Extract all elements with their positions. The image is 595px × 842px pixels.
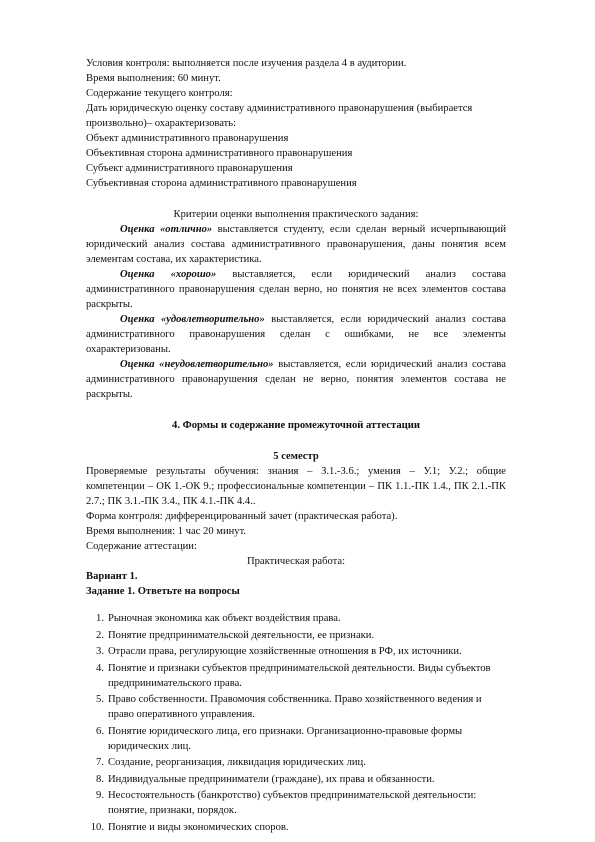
item-number: 4. [96, 662, 104, 674]
grade-text: выставляется, если юридический анализ состава административного правонарушения сделан верно, но понятия не всех элементов состава раскрыты. [86, 269, 506, 310]
item-text: Индивидуальные предприниматели (граждане), их права и обязанности. [108, 773, 435, 785]
list-item [86, 724, 506, 754]
control-form: Форма контроля: дифференцированный зачет (практическая работа). [86, 511, 398, 522]
criteria-satisfactory [86, 312, 506, 357]
execution-time: Время выполнения: 1 час 20 минут. [86, 526, 247, 537]
list-item [86, 628, 506, 643]
item-text: Понятие предпринимательской деятельности, ее признаки. [108, 629, 375, 641]
item-text: Несостоятельность (банкротство) субъектов предпринимательской деятельности: понятие, признаки, порядок. [108, 790, 477, 816]
grade-text: выставляется студенту, если сделан верный исчерпывающий юридический анализ состава административного правонарушения, даны понятия всем элементам состава, их характеристика. [86, 224, 507, 265]
execution-time: Время выполнения: 60 минут. [86, 73, 221, 84]
item-text: Рыночная экономика как объект воздействия права. [108, 613, 341, 624]
item-number: 3. [96, 646, 104, 657]
item-number: 1. [96, 613, 104, 624]
item-text: Понятие и признаки субъектов предпринимательской деятельности. Виды субъектов предпринимательского права. [108, 662, 491, 689]
questions-list [86, 611, 506, 835]
list-item [86, 772, 506, 787]
list-item: Объективная сторона административного правонарушения [86, 148, 353, 159]
criteria-heading: Критерии оценки выполнения практического задания: [173, 209, 419, 220]
content-heading: Содержание текущего контроля: [86, 88, 233, 99]
item-text: Понятие и виды экономических споров. [108, 821, 289, 833]
semester-heading: 5 семестр [273, 451, 319, 462]
list-item [86, 644, 506, 659]
grade-text: выставляется, если юридический анализ состава административного правонарушения сделан с ошибками, не все элементы охарактеризованы. [86, 314, 506, 355]
task-description: Дать юридическую оценку составу административного правонарушения (выбирается произвольно)– охарактеризовать: [86, 103, 473, 129]
grade-label: Оценка «неудовлетворительно» [120, 359, 274, 370]
item-number: 6. [96, 725, 104, 737]
item-number: 9. [96, 790, 104, 801]
item-number: 5. [96, 694, 104, 705]
criteria-excellent [86, 222, 506, 267]
page-content [86, 56, 506, 836]
item-number: 2. [96, 629, 104, 641]
item-text: Понятие юридического лица, его признаки. Организационно-правовые формы юридических лиц. [108, 725, 463, 752]
grade-text: выставляется, если юридический анализ состава административного правонарушения сделан не верно, понятия элементов состава не раскрыты. [86, 359, 506, 400]
task-heading: Задание 1. Ответьте на вопросы [86, 586, 240, 597]
list-item [86, 788, 506, 818]
item-text: Отрасли права, регулирующие хозяйственные отношения в РФ, их источники. [108, 646, 462, 657]
grade-label: Оценка «хорошо» [120, 269, 217, 280]
grade-label: Оценка «удовлетворительно» [120, 314, 265, 325]
attestation-content: Содержание аттестации: [86, 541, 197, 552]
list-item: Объект административного правонарушения [86, 133, 289, 144]
practical-work-title: Практическая работа: [246, 556, 346, 567]
variant-label: Вариант 1. [86, 571, 138, 582]
list-item [86, 820, 506, 835]
list-item: Субъект административного правонарушения [86, 163, 293, 174]
list-item: Субъективная сторона административного правонарушения [86, 178, 357, 189]
learning-results: Проверяемые результаты обучения: знания – З.1.-З.6.; умения – У.1; У.2.; общие компетенции – ОК 1.-ОК 9.; профессиональные компетенции – ПК 1.1.-ПК 1.4., ПК 2.1.-ПК 2.7.; ПК 3.1.-ПК 3.4., ПК 4.1.-ПК 4.4.. [86, 466, 506, 507]
item-number: 10. [90, 821, 104, 833]
grade-label: Оценка «отлично» [120, 224, 213, 235]
list-item [86, 661, 506, 691]
item-number: 7. [96, 757, 104, 768]
item-text: Право собственности. Правомочия собственника. Право хозяйственного ведения и право оперативного управления. [108, 694, 482, 720]
list-item [86, 755, 506, 770]
section-title: 4. Формы и содержание промежуточной аттестации [172, 420, 420, 431]
item-number: 8. [96, 773, 104, 785]
criteria-unsatisfactory [86, 357, 506, 402]
list-item [86, 692, 506, 722]
criteria-good [86, 267, 506, 312]
item-text: Создание, реорганизация, ликвидация юридических лиц. [108, 757, 366, 768]
list-item [86, 611, 506, 626]
control-conditions: Условия контроля: выполняется после изучения раздела 4 в аудитории. [86, 58, 407, 69]
